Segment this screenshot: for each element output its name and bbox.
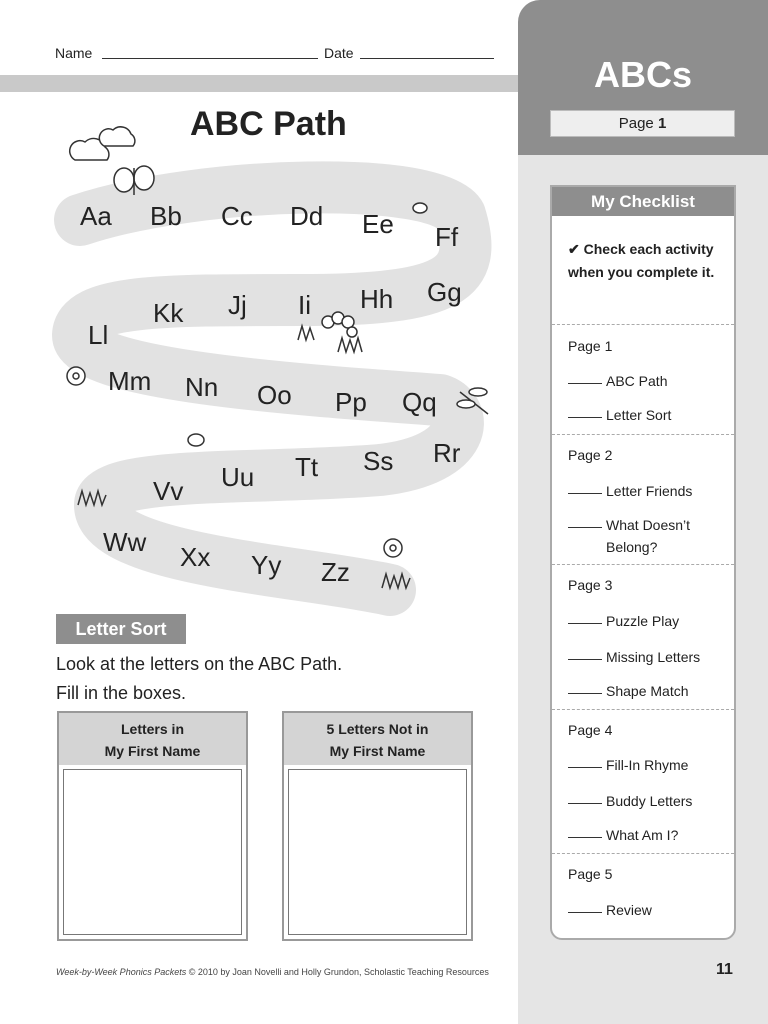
name-label: Name [55, 45, 93, 61]
letters-in-name-writing-area[interactable] [63, 769, 242, 935]
abc-path-illustration [0, 0, 518, 620]
checklist-item-what-doesnt-belong[interactable]: What Doesn’t Belong? [568, 514, 716, 558]
path-letter-ii: Ii [298, 290, 311, 320]
path-letter-mm: Mm [108, 366, 152, 396]
checklist-item-fill-in-rhyme[interactable]: Fill-In Rhyme [568, 754, 716, 776]
instruction-line-1: Look at the letters on the ABC Path. [56, 654, 343, 674]
checklist-page-4: Page 4 [568, 722, 613, 738]
page-number: 11 [716, 961, 733, 978]
box1-heading-line1: Letters in [120, 721, 184, 737]
letters-not-in-name-writing-area[interactable] [288, 769, 467, 935]
path-letter-ff: Ff [435, 222, 459, 252]
checklist-page-3: Page 3 [568, 577, 613, 593]
path-letter-zz: Zz [321, 557, 350, 587]
checklist-item-what-am-i[interactable]: What Am I? [568, 824, 716, 846]
checklist-divider [552, 434, 734, 435]
cloud-icon [70, 127, 135, 160]
letters-not-in-name-box [282, 711, 473, 941]
page-indicator-number: 1 [657, 115, 667, 132]
footer-series: Week-by-Week Phonics Packets [56, 967, 187, 977]
checklist-item-review[interactable]: Review [568, 899, 716, 921]
checklist-header: My Checklist [552, 187, 734, 216]
path-letter-yy: Yy [251, 550, 282, 580]
letters-in-name-box [57, 711, 248, 941]
path-letter-nn: Nn [185, 372, 219, 402]
checklist-divider [552, 709, 734, 710]
path-letter-kk: Kk [153, 298, 184, 328]
checklist-page-5: Page 5 [568, 866, 613, 882]
path-letter-uu: Uu [221, 462, 255, 492]
path-letter-oo: Oo [257, 380, 292, 410]
path-letter-ww: Ww [103, 527, 147, 557]
checklist-page-2: Page 2 [568, 447, 613, 463]
checklist-item-buddy-letters[interactable]: Buddy Letters [568, 790, 716, 812]
checklist-item-missing-letters[interactable]: Missing Letters [568, 646, 716, 668]
path-letter-ss: Ss [363, 446, 394, 476]
checklist-divider [552, 564, 734, 565]
checklist-page-1: Page 1 [568, 338, 613, 354]
path-letter-xx: Xx [180, 542, 211, 572]
path-letter-jj: Jj [228, 290, 247, 320]
path-letter-tt: Tt [295, 452, 319, 482]
page-title: ABC Path [190, 105, 347, 143]
footer-credit [56, 967, 489, 977]
letter-sort-tab: Letter Sort [56, 614, 186, 644]
checklist-divider [552, 324, 734, 325]
path-letter-pp: Pp [335, 387, 367, 417]
checklist-intro: ✔ Check each activity when you complete it. [568, 241, 715, 280]
path-letter-cc: Cc [221, 201, 253, 231]
date-label: Date [324, 45, 354, 61]
checklist-item-abc-path[interactable]: ABC Path [568, 370, 716, 392]
letters-not-in-name-heading [284, 713, 471, 765]
checklist-item-puzzle-play[interactable]: Puzzle Play [568, 610, 716, 632]
path-letter-qq: Qq [402, 387, 437, 417]
checklist-panel [550, 185, 736, 940]
box2-heading-line2: My First Name [329, 743, 426, 759]
path-letter-gg: Gg [427, 277, 462, 307]
page-indicator [550, 110, 735, 137]
path-letter-bb: Bb [150, 201, 182, 231]
letter-sort-instructions [56, 650, 342, 708]
path-letter-dd: Dd [290, 201, 324, 231]
footer-copyright: © 2010 by Joan Novelli and Holly Grundon, Scholastic Teaching Resources [186, 967, 489, 977]
checklist-item-letter-sort[interactable]: Letter Sort [568, 404, 716, 426]
instruction-line-2: Fill in the boxes. [56, 683, 187, 703]
checklist-divider [552, 853, 734, 854]
box1-heading-line2: My First Name [104, 743, 201, 759]
checklist-item-letter-friends[interactable]: Letter Friends [568, 480, 716, 502]
page-indicator-label: Page [618, 115, 654, 132]
checklist-item-shape-match[interactable]: Shape Match [568, 680, 716, 702]
path-letter-aa: Aa [80, 201, 112, 231]
letters-in-name-heading [59, 713, 246, 765]
box2-heading-line1: 5 Letters Not in [326, 721, 429, 737]
path-letter-vv: Vv [153, 476, 184, 506]
path-letter-ee: Ee [362, 209, 394, 239]
path-letter-rr: Rr [433, 438, 461, 468]
path-letter-hh: Hh [360, 284, 394, 314]
path-letter-ll: Ll [88, 320, 109, 350]
section-title: ABCs [593, 54, 692, 95]
